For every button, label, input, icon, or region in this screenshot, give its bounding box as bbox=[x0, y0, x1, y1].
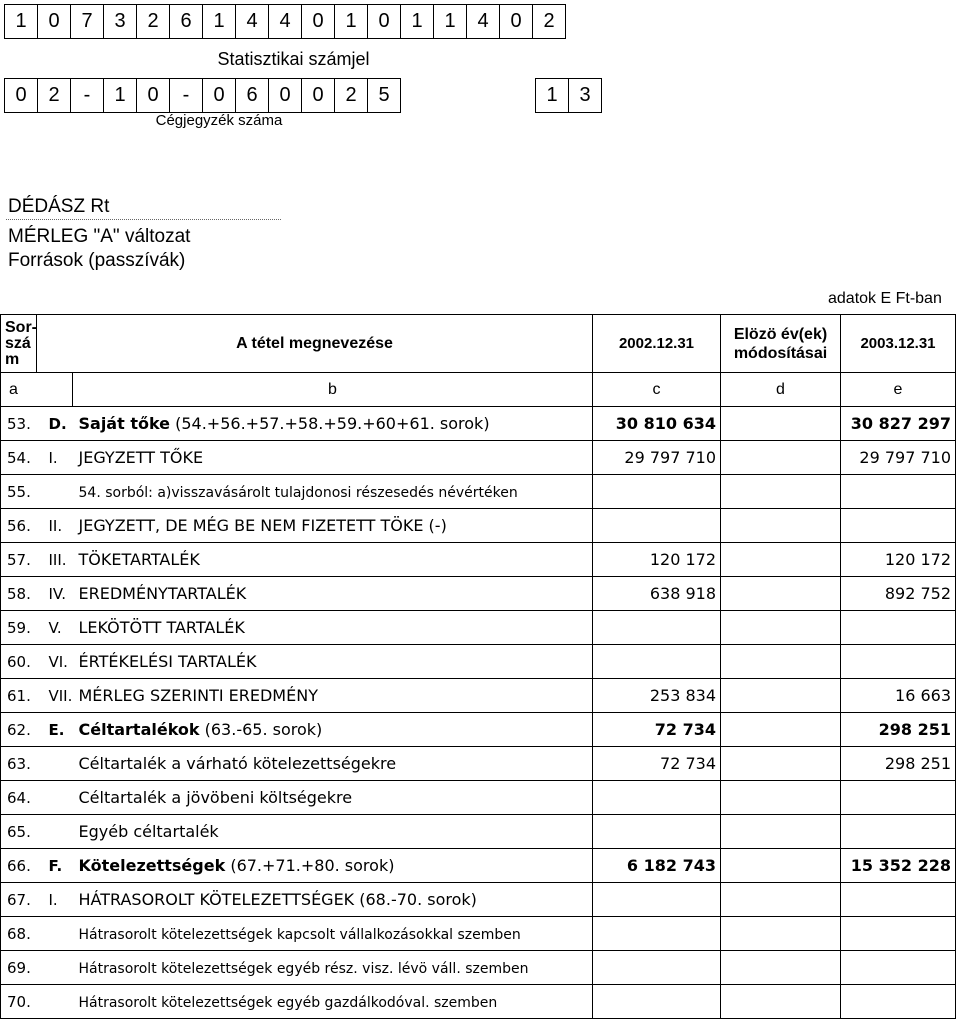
form-digit: 1 bbox=[536, 79, 569, 112]
value-d bbox=[721, 815, 841, 849]
stat-digit: 0 bbox=[500, 5, 533, 38]
row-code: D. bbox=[48, 415, 67, 433]
value-c: 253 834 bbox=[593, 679, 721, 713]
value-c: 30 810 634 bbox=[593, 407, 721, 441]
row-name: LEKÖTÖTT TARTALÉK bbox=[78, 618, 245, 637]
row-name: JEGYZETT, DE MÉG BE NEM FIZETETT TÖKE (-) bbox=[78, 516, 447, 535]
row-number: 64. bbox=[1, 781, 37, 815]
reg-digit: 0 bbox=[302, 79, 335, 112]
reg-digit: 0 bbox=[5, 79, 38, 112]
value-e: 892 752 bbox=[841, 577, 956, 611]
value-d bbox=[721, 509, 841, 543]
stat-digit: 4 bbox=[236, 5, 269, 38]
row-number: 65. bbox=[1, 815, 37, 849]
row-number: 59. bbox=[1, 611, 37, 645]
row-number: 55. bbox=[1, 475, 37, 509]
row-code: IV. bbox=[48, 585, 67, 603]
reg-digit: 2 bbox=[335, 79, 368, 112]
row-desc: (63.-65. sorok) bbox=[199, 720, 323, 739]
stat-number-caption: Statisztikai számjel bbox=[217, 49, 370, 69]
table-row bbox=[1, 917, 956, 951]
row-name: MÉRLEG SZERINTI EREDMÉNY bbox=[78, 686, 318, 705]
row-label bbox=[37, 441, 593, 475]
row-number: 53. bbox=[1, 407, 37, 441]
value-c: 72 734 bbox=[593, 747, 721, 781]
table-row bbox=[1, 679, 956, 713]
row-label bbox=[37, 577, 593, 611]
row-name: JEGYZETT TŐKE bbox=[78, 448, 204, 467]
reg-digit: 0 bbox=[137, 79, 170, 112]
stat-digit: 1 bbox=[335, 5, 368, 38]
row-code: VII. bbox=[48, 687, 73, 705]
row-desc: (67.+71.+80. sorok) bbox=[225, 856, 395, 875]
row-label bbox=[37, 849, 593, 883]
row-label bbox=[37, 747, 593, 781]
stat-digit: 1 bbox=[5, 5, 38, 38]
row-number: 69. bbox=[1, 951, 37, 985]
header-row bbox=[1, 315, 956, 373]
row-name: Saját tőke bbox=[78, 414, 171, 433]
row-label bbox=[37, 951, 593, 985]
reg-digit: - bbox=[170, 79, 203, 112]
table-row bbox=[1, 441, 956, 475]
row-label bbox=[37, 679, 593, 713]
value-c bbox=[593, 611, 721, 645]
value-d bbox=[721, 407, 841, 441]
value-d bbox=[721, 577, 841, 611]
row-code: V. bbox=[48, 619, 62, 637]
value-d bbox=[721, 849, 841, 883]
table-row bbox=[1, 611, 956, 645]
header-name: A tétel megnevezése bbox=[37, 315, 593, 373]
table-row bbox=[1, 475, 956, 509]
table-row bbox=[1, 815, 956, 849]
unit-label: adatok E Ft-ban bbox=[828, 290, 942, 307]
row-label bbox=[37, 815, 593, 849]
letter-b: b bbox=[73, 373, 593, 407]
value-d bbox=[721, 781, 841, 815]
value-c bbox=[593, 815, 721, 849]
letter-e: e bbox=[841, 373, 956, 407]
row-number: 62. bbox=[1, 713, 37, 747]
reg-digit: 0 bbox=[203, 79, 236, 112]
value-c: 72 734 bbox=[593, 713, 721, 747]
stat-digit: 2 bbox=[137, 5, 170, 38]
value-e bbox=[841, 611, 956, 645]
value-c bbox=[593, 985, 721, 1019]
row-name: TÖKETARTALÉK bbox=[78, 550, 200, 569]
stat-digit: 0 bbox=[368, 5, 401, 38]
stat-digit: 3 bbox=[104, 5, 137, 38]
form-code-boxes bbox=[535, 78, 602, 113]
value-d bbox=[721, 441, 841, 475]
value-c: 638 918 bbox=[593, 577, 721, 611]
row-label bbox=[37, 781, 593, 815]
value-e: 15 352 228 bbox=[841, 849, 956, 883]
letter-a: a bbox=[1, 373, 73, 407]
stat-digit: 7 bbox=[71, 5, 104, 38]
row-label bbox=[37, 407, 593, 441]
row-code: I. bbox=[48, 449, 58, 467]
value-e bbox=[841, 815, 956, 849]
balance-table bbox=[0, 314, 956, 1019]
value-c bbox=[593, 475, 721, 509]
row-desc: (54.+56.+57.+58.+59.+60+61. sorok) bbox=[170, 414, 490, 433]
value-c bbox=[593, 917, 721, 951]
value-c: 120 172 bbox=[593, 543, 721, 577]
row-code: VI. bbox=[48, 653, 68, 671]
stat-digit: 4 bbox=[467, 5, 500, 38]
value-d bbox=[721, 713, 841, 747]
row-name: Céltartalék a várható kötelezettségekre bbox=[78, 754, 397, 773]
row-number: 61. bbox=[1, 679, 37, 713]
row-name: HÁTRASOROLT KÖTELEZETTSÉGEK (68.-70. sorok) bbox=[78, 890, 477, 909]
row-label bbox=[37, 611, 593, 645]
value-d bbox=[721, 679, 841, 713]
row-number: 70. bbox=[1, 985, 37, 1019]
row-name: Céltartalékok bbox=[78, 720, 200, 739]
value-c: 6 182 743 bbox=[593, 849, 721, 883]
table-row bbox=[1, 781, 956, 815]
value-e bbox=[841, 985, 956, 1019]
row-code: III. bbox=[48, 551, 67, 569]
row-name: Hátrasorolt kötelezettségek egyéb gazdálkodóval. szemben bbox=[78, 995, 498, 1011]
table-row bbox=[1, 577, 956, 611]
value-e bbox=[841, 645, 956, 679]
row-name: EREDMÉNYTARTALÉK bbox=[78, 584, 247, 603]
stat-digit: 1 bbox=[203, 5, 236, 38]
row-number: 68. bbox=[1, 917, 37, 951]
company-name: DÉDÁSZ Rt bbox=[8, 196, 110, 217]
title-divider bbox=[6, 219, 281, 220]
header-col-d: Elözö év(ek) módosításai bbox=[721, 315, 841, 373]
row-number: 60. bbox=[1, 645, 37, 679]
stat-digit: 1 bbox=[434, 5, 467, 38]
table-row bbox=[1, 985, 956, 1019]
value-d bbox=[721, 611, 841, 645]
table-row bbox=[1, 407, 956, 441]
row-name: Céltartalék a jövöbeni költségekre bbox=[78, 788, 353, 807]
header-sorszam: Sor- szá m bbox=[1, 315, 37, 373]
stat-number-boxes bbox=[4, 4, 566, 39]
form-digit: 3 bbox=[569, 79, 602, 112]
value-e: 30 827 297 bbox=[841, 407, 956, 441]
reg-digit: 5 bbox=[368, 79, 401, 112]
row-number: 63. bbox=[1, 747, 37, 781]
value-e: 120 172 bbox=[841, 543, 956, 577]
stat-digit: 2 bbox=[533, 5, 566, 38]
sources-title: Források (passzívák) bbox=[8, 250, 186, 271]
row-label bbox=[37, 985, 593, 1019]
row-name: Egyéb céltartalék bbox=[78, 822, 219, 841]
value-c: 29 797 710 bbox=[593, 441, 721, 475]
row-label bbox=[37, 475, 593, 509]
value-d bbox=[721, 951, 841, 985]
value-d bbox=[721, 917, 841, 951]
reg-digit: 1 bbox=[104, 79, 137, 112]
value-e bbox=[841, 781, 956, 815]
reg-digit: - bbox=[71, 79, 104, 112]
row-label bbox=[37, 883, 593, 917]
value-d bbox=[721, 543, 841, 577]
table-row bbox=[1, 645, 956, 679]
row-label bbox=[37, 509, 593, 543]
row-number: 54. bbox=[1, 441, 37, 475]
value-d bbox=[721, 475, 841, 509]
value-e: 298 251 bbox=[841, 713, 956, 747]
row-name: 54. sorból: a)visszavásárolt tulajdonosi részesedés névértéken bbox=[78, 485, 518, 501]
row-number: 67. bbox=[1, 883, 37, 917]
value-d bbox=[721, 747, 841, 781]
row-label bbox=[37, 713, 593, 747]
balance-title: MÉRLEG "A" változat bbox=[8, 226, 191, 247]
letter-d: d bbox=[721, 373, 841, 407]
row-number: 57. bbox=[1, 543, 37, 577]
company-reg-caption: Cégjegyzék száma bbox=[155, 112, 283, 129]
value-d bbox=[721, 985, 841, 1019]
row-name: Hátrasorolt kötelezettségek kapcsolt vállalkozásokkal szemben bbox=[78, 927, 521, 943]
value-e: 16 663 bbox=[841, 679, 956, 713]
company-reg-boxes bbox=[4, 78, 401, 113]
value-d bbox=[721, 883, 841, 917]
header-col-c: 2002.12.31 bbox=[593, 315, 721, 373]
value-e: 29 797 710 bbox=[841, 441, 956, 475]
row-label bbox=[37, 543, 593, 577]
value-e bbox=[841, 951, 956, 985]
value-e bbox=[841, 509, 956, 543]
row-label bbox=[37, 917, 593, 951]
table-row bbox=[1, 951, 956, 985]
row-code: F. bbox=[48, 857, 63, 875]
row-name: Kötelezettségek bbox=[78, 856, 226, 875]
value-c bbox=[593, 509, 721, 543]
value-e bbox=[841, 883, 956, 917]
table-row bbox=[1, 883, 956, 917]
row-name: ÉRTÉKELÉSI TARTALÉK bbox=[78, 652, 257, 671]
row-number: 56. bbox=[1, 509, 37, 543]
value-e bbox=[841, 475, 956, 509]
row-code: II. bbox=[48, 517, 63, 535]
table-row bbox=[1, 747, 956, 781]
table-row bbox=[1, 509, 956, 543]
reg-digit: 0 bbox=[269, 79, 302, 112]
value-e: 298 251 bbox=[841, 747, 956, 781]
stat-digit: 0 bbox=[38, 5, 71, 38]
row-name: Hátrasorolt kötelezettségek egyéb rész. visz. lévö váll. szemben bbox=[78, 961, 529, 977]
letter-c: c bbox=[593, 373, 721, 407]
value-c bbox=[593, 645, 721, 679]
table-row bbox=[1, 849, 956, 883]
row-code: E. bbox=[48, 721, 65, 739]
value-c bbox=[593, 781, 721, 815]
stat-digit: 4 bbox=[269, 5, 302, 38]
reg-digit: 6 bbox=[236, 79, 269, 112]
row-number: 66. bbox=[1, 849, 37, 883]
stat-digit: 6 bbox=[170, 5, 203, 38]
value-c bbox=[593, 951, 721, 985]
stat-digit: 1 bbox=[401, 5, 434, 38]
row-code: I. bbox=[48, 891, 58, 909]
header-col-e: 2003.12.31 bbox=[841, 315, 956, 373]
row-label bbox=[37, 645, 593, 679]
reg-digit: 2 bbox=[38, 79, 71, 112]
stat-digit: 0 bbox=[302, 5, 335, 38]
row-number: 58. bbox=[1, 577, 37, 611]
table-row bbox=[1, 713, 956, 747]
value-c bbox=[593, 883, 721, 917]
table-row bbox=[1, 543, 956, 577]
value-d bbox=[721, 645, 841, 679]
letters-row bbox=[1, 373, 956, 407]
value-e bbox=[841, 917, 956, 951]
